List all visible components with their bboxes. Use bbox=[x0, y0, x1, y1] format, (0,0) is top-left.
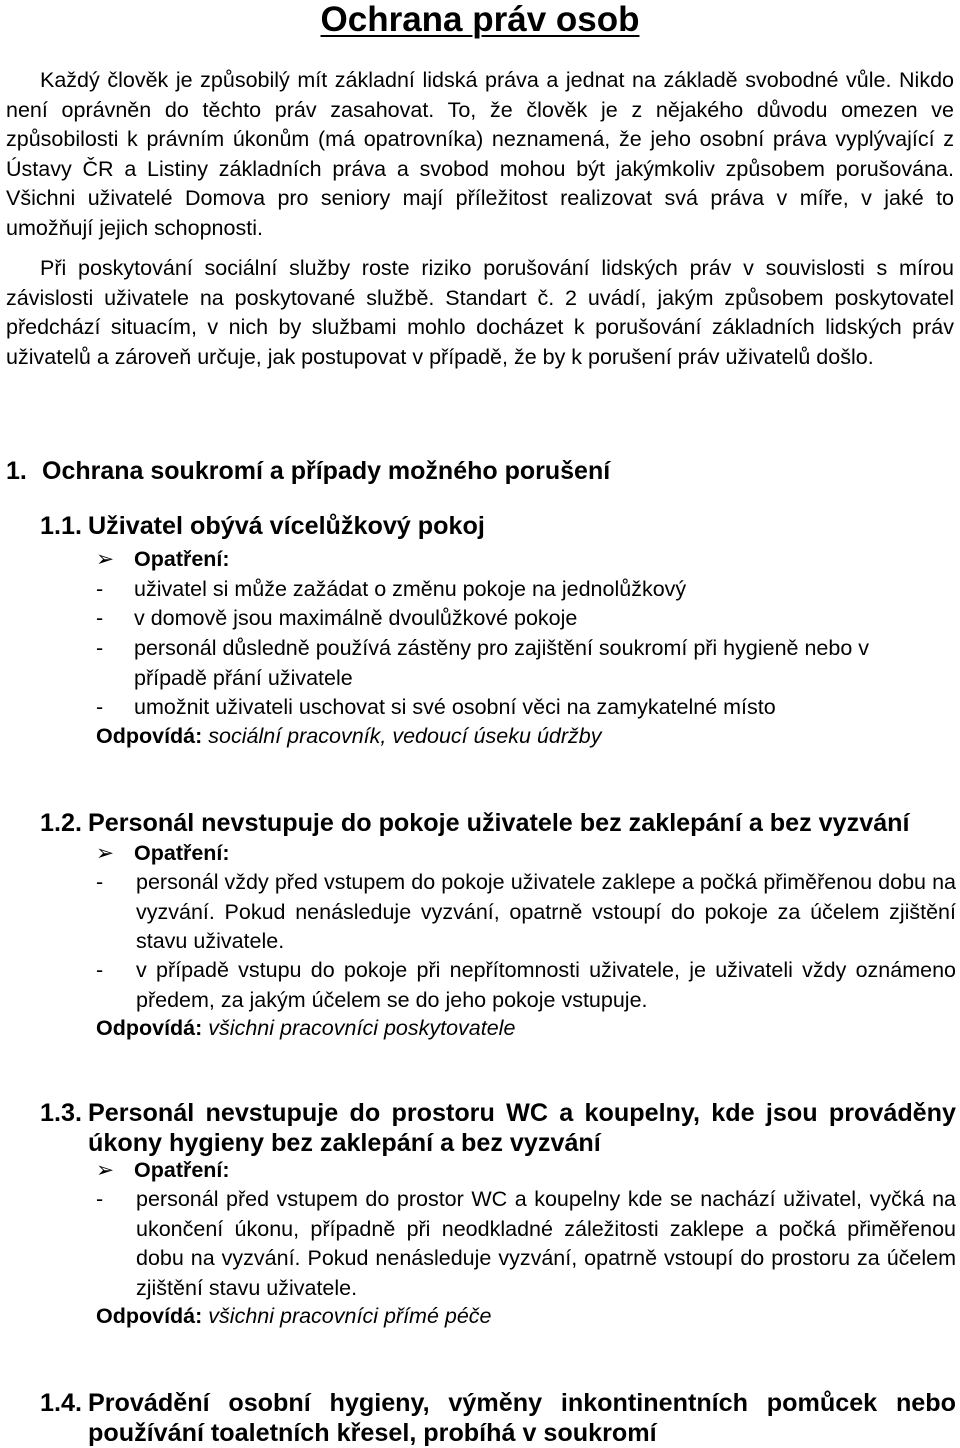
list-item bbox=[96, 693, 956, 723]
responsible-label: Odpovídá: bbox=[96, 1304, 203, 1328]
intro-paragraph-1-text: Každý člověk je způsobilý mít základní lidská práva a jednat na základě svobodné vůle. Nikdo není oprávněn do těchto práv zasahovat. To, že člověk je z nějakého důvodu omezen ve způsobilosti k právním úkonům (má opatrovníka) neznamená, že jeho osobní práva vyplývající z Ústavy ČR a Listiny základních práva a svobod mohou být jakýmkoliv způsobem porušována. Všichni uživatelé Domova pro seniory mají příležitost realizovat svá práva v míře, v jaké to umožňují jejich schopnosti. bbox=[6, 68, 954, 240]
list-item-text: personál důsledně používá zástěny pro zajištění soukromí při hygieně nebo v případě přání uživatele bbox=[134, 636, 870, 690]
section-title: Ochrana soukromí a případy možného porušení bbox=[42, 457, 611, 485]
subsection-title: Personál nevstupuje do pokoje uživatele bez zaklepání a bez vyzvání bbox=[88, 809, 910, 837]
responsible-value: všichni pracovníci přímé péče bbox=[208, 1304, 492, 1328]
list-item bbox=[96, 575, 956, 605]
list-item bbox=[96, 956, 956, 1015]
section-number: 1. bbox=[6, 457, 27, 485]
subsection-title: Provádění osobní hygieny, výměny inkontinentních pomůcek nebo používání toaletních křesel, probíhá v soukromí bbox=[88, 1389, 956, 1447]
arrow-bullet-icon: ➢ bbox=[96, 1158, 115, 1182]
arrow-bullet-icon: ➢ bbox=[96, 547, 115, 571]
list-item-text: v případě vstupu do pokoje při nepřítomnosti uživatele, je uživateli vždy oznámeno předem, za jakým účelem se do jeho pokoje vstupuje. bbox=[136, 958, 956, 1012]
subsection-number: 1.3. bbox=[40, 1099, 82, 1127]
subsection-number: 1.4. bbox=[40, 1389, 82, 1417]
dash-bullet: - bbox=[96, 958, 104, 982]
responsible-label: Odpovídá: bbox=[96, 1016, 203, 1040]
list-item-text: umožnit uživateli uschovat si své osobní věci na zamykatelné místo bbox=[134, 695, 776, 719]
subsection-title: Uživatel obývá vícelůžkový pokoj bbox=[88, 512, 485, 540]
responsible-label: Odpovídá: bbox=[96, 724, 203, 748]
subsection-heading-1-2 bbox=[40, 809, 956, 839]
responsible-line bbox=[96, 722, 601, 752]
dash-bullet: - bbox=[96, 577, 104, 601]
list-item-text: personál před vstupem do prostor WC a koupelny kde se nachází uživatel, vyčká na ukončení úkonu, případně při neodkladné záležitosti zaklepe a počká přiměřenou dobu na vyzvání. Pokud nenásleduje vyzvání, opatrně vstoupí do prostoru za účelem zjištění stavu uživatele. bbox=[136, 1187, 956, 1300]
subsection-heading-1-1 bbox=[40, 512, 956, 542]
intro-paragraph-2-text: Při poskytování sociální služby roste riziko porušování lidských práv v souvislosti s mírou závislosti uživatele na poskytované službě. Standart č. 2 uvádí, jakým způsobem poskytovatel předchází situacím, v nich by službami mohlo docházet k porušování základních lidských práv uživatelů a zároveň určuje, jak postupovat v případě, že by k porušení práv uživatelů došlo. bbox=[6, 256, 954, 369]
page-title: Ochrana práv osob bbox=[320, 0, 640, 39]
dash-bullet: - bbox=[96, 636, 104, 660]
dash-bullet: - bbox=[96, 695, 104, 719]
list-item bbox=[96, 868, 956, 957]
subsection-title: Personál nevstupuje do prostoru WC a koupelny, kde jsou prováděny úkony hygieny bez zaklepání a bez vyzvání bbox=[88, 1099, 956, 1157]
measures-label-text: Opatření: bbox=[134, 1158, 230, 1182]
responsible-line bbox=[96, 1302, 492, 1332]
list-item bbox=[96, 604, 956, 634]
list-item bbox=[96, 1185, 956, 1303]
arrow-bullet-icon: ➢ bbox=[96, 841, 115, 865]
subsection-number: 1.1. bbox=[40, 512, 82, 540]
list-item-text: personál vždy před vstupem do pokoje uživatele zaklepe a počká přiměřenou dobu na vyzvání. Pokud nenásleduje vyzvání, opatrně vstoupí do pokoje za účelem zjištění stavu uživatele. bbox=[136, 870, 956, 953]
dash-bullet: - bbox=[96, 1187, 104, 1211]
responsible-line bbox=[96, 1014, 515, 1044]
dash-bullet: - bbox=[96, 870, 104, 894]
measures-label-text: Opatření: bbox=[134, 841, 230, 865]
subsection-heading-1-4 bbox=[40, 1389, 956, 1448]
subsection-number: 1.2. bbox=[40, 809, 82, 837]
measures-label bbox=[96, 1156, 230, 1186]
list-item-text: v domově jsou maximálně dvoulůžkové pokoje bbox=[134, 606, 578, 630]
list-item bbox=[96, 634, 896, 693]
list-item-text: uživatel si může zažádat o změnu pokoje na jednolůžkový bbox=[134, 577, 687, 601]
subsection-heading-1-3 bbox=[40, 1099, 956, 1158]
measures-label bbox=[96, 839, 230, 869]
responsible-value: sociální pracovník, vedoucí úseku údržby bbox=[208, 724, 602, 748]
dash-bullet: - bbox=[96, 606, 104, 630]
section-heading bbox=[6, 454, 610, 488]
measures-label-text: Opatření: bbox=[134, 547, 230, 571]
intro-paragraph-1 bbox=[6, 66, 954, 243]
intro-paragraph-2 bbox=[6, 254, 954, 372]
responsible-value: všichni pracovníci poskytovatele bbox=[208, 1016, 516, 1040]
measures-label bbox=[96, 545, 230, 575]
